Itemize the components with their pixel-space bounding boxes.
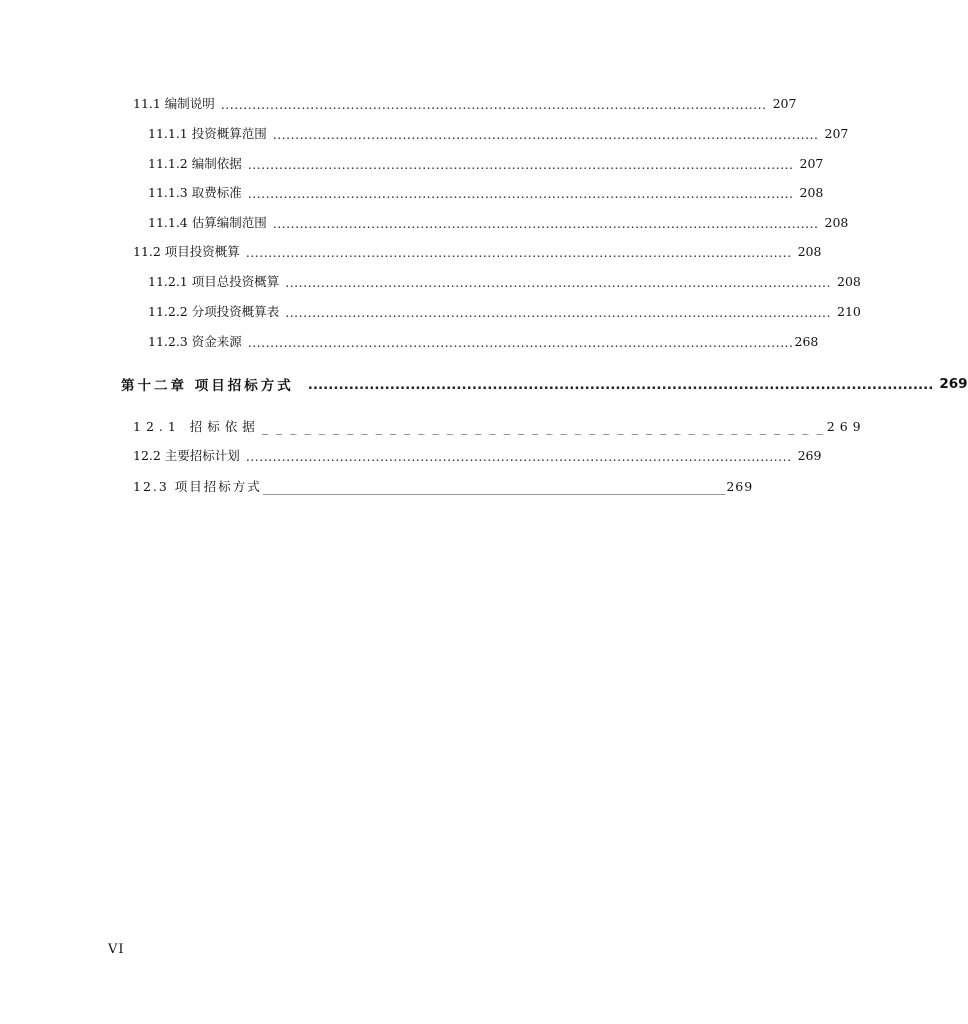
toc-entry-label: 11.2.2 分项投资概算表 — [148, 304, 280, 319]
toc-chapter-label: 第十二章 项目招标方式 — [121, 378, 294, 394]
dot-leader: .......................................................................................................................... — [307, 377, 934, 393]
toc-entry-page: 207 — [824, 125, 849, 141]
toc-entry[interactable] — [148, 152, 824, 174]
dot-leader: .......................................................................................................................... — [285, 304, 831, 320]
toc-entry-label: 11.1.3 取费标准 — [148, 185, 242, 200]
toc-entry-page: 269 — [826, 418, 866, 434]
toc-chapter-entry[interactable] — [121, 373, 968, 395]
toc-entry-label: 12.2 主要招标计划 — [133, 448, 240, 463]
toc-entry[interactable] — [148, 211, 849, 233]
toc-entry[interactable] — [148, 181, 824, 203]
dot-leader: .......................................................................................................................... — [247, 185, 794, 201]
toc-entry-page: 269 — [797, 447, 822, 463]
toc-entry-page: 268 — [794, 333, 819, 349]
toc-entry-label: 11.2 项目投资概算 — [133, 244, 240, 259]
toc-entry[interactable] — [133, 415, 866, 437]
toc-entry-label: 11.1.4 估算编制范围 — [148, 215, 267, 230]
page-number: VI — [108, 942, 125, 957]
dot-leader: .......................................................................................................................... — [247, 156, 794, 172]
toc-entry-label: 11.2.3 资金来源 — [148, 334, 242, 349]
dot-leader: .......................................................................................................................... — [220, 96, 767, 112]
toc-entry-label: 12.1 招标依据 — [133, 419, 260, 434]
toc-entry[interactable] — [148, 300, 861, 322]
toc-entry[interactable] — [133, 92, 797, 114]
toc-entry-page: 207 — [799, 155, 824, 171]
underscore-leader: __________________________________________________________________________ — [262, 479, 726, 495]
dot-leader: .......................................................................................................................... — [245, 244, 792, 260]
toc-entry-label: 11.2.1 项目总投资概算 — [148, 274, 280, 289]
toc-entry-page: 208 — [837, 273, 861, 289]
toc-entry-label: 11.1 编制说明 — [133, 96, 215, 111]
dash-leader: _ _ _ _ _ _ _ _ _ _ _ _ _ _ _ _ _ _ _ _ _ _ _ _ _ _ _ _ _ _ _ _ _ _ _ _ _ _ _ _ — [261, 419, 825, 435]
dot-leader: .......................................................................................................................... — [272, 126, 819, 142]
toc-entry-page: 207 — [772, 95, 797, 111]
toc-entry[interactable] — [133, 444, 822, 466]
toc-entry-page: 208 — [824, 214, 849, 230]
toc-entry-page: 208 — [799, 184, 824, 200]
dot-leader: .......................................................................................................................... — [247, 334, 794, 350]
toc-entry[interactable] — [148, 270, 861, 292]
dot-leader: .......................................................................................................................... — [245, 448, 792, 464]
toc-entry-page: 210 — [837, 303, 861, 319]
toc-entry-page: 269 — [726, 478, 754, 494]
toc-entry-label: 11.1.1 投资概算范围 — [148, 126, 267, 141]
toc-entry-page: 208 — [797, 243, 822, 259]
toc-entry-label: 11.1.2 编制依据 — [148, 156, 242, 171]
toc-chapter-page: 269 — [939, 376, 968, 392]
toc-entry[interactable] — [133, 240, 822, 262]
toc-entry[interactable] — [133, 475, 754, 497]
toc-entry[interactable] — [148, 330, 819, 352]
dot-leader: .......................................................................................................................... — [285, 274, 831, 290]
toc-entry-label: 12.3 项目招标方式 — [133, 479, 262, 494]
dot-leader: .......................................................................................................................... — [272, 215, 819, 231]
toc-entry[interactable] — [148, 122, 849, 144]
